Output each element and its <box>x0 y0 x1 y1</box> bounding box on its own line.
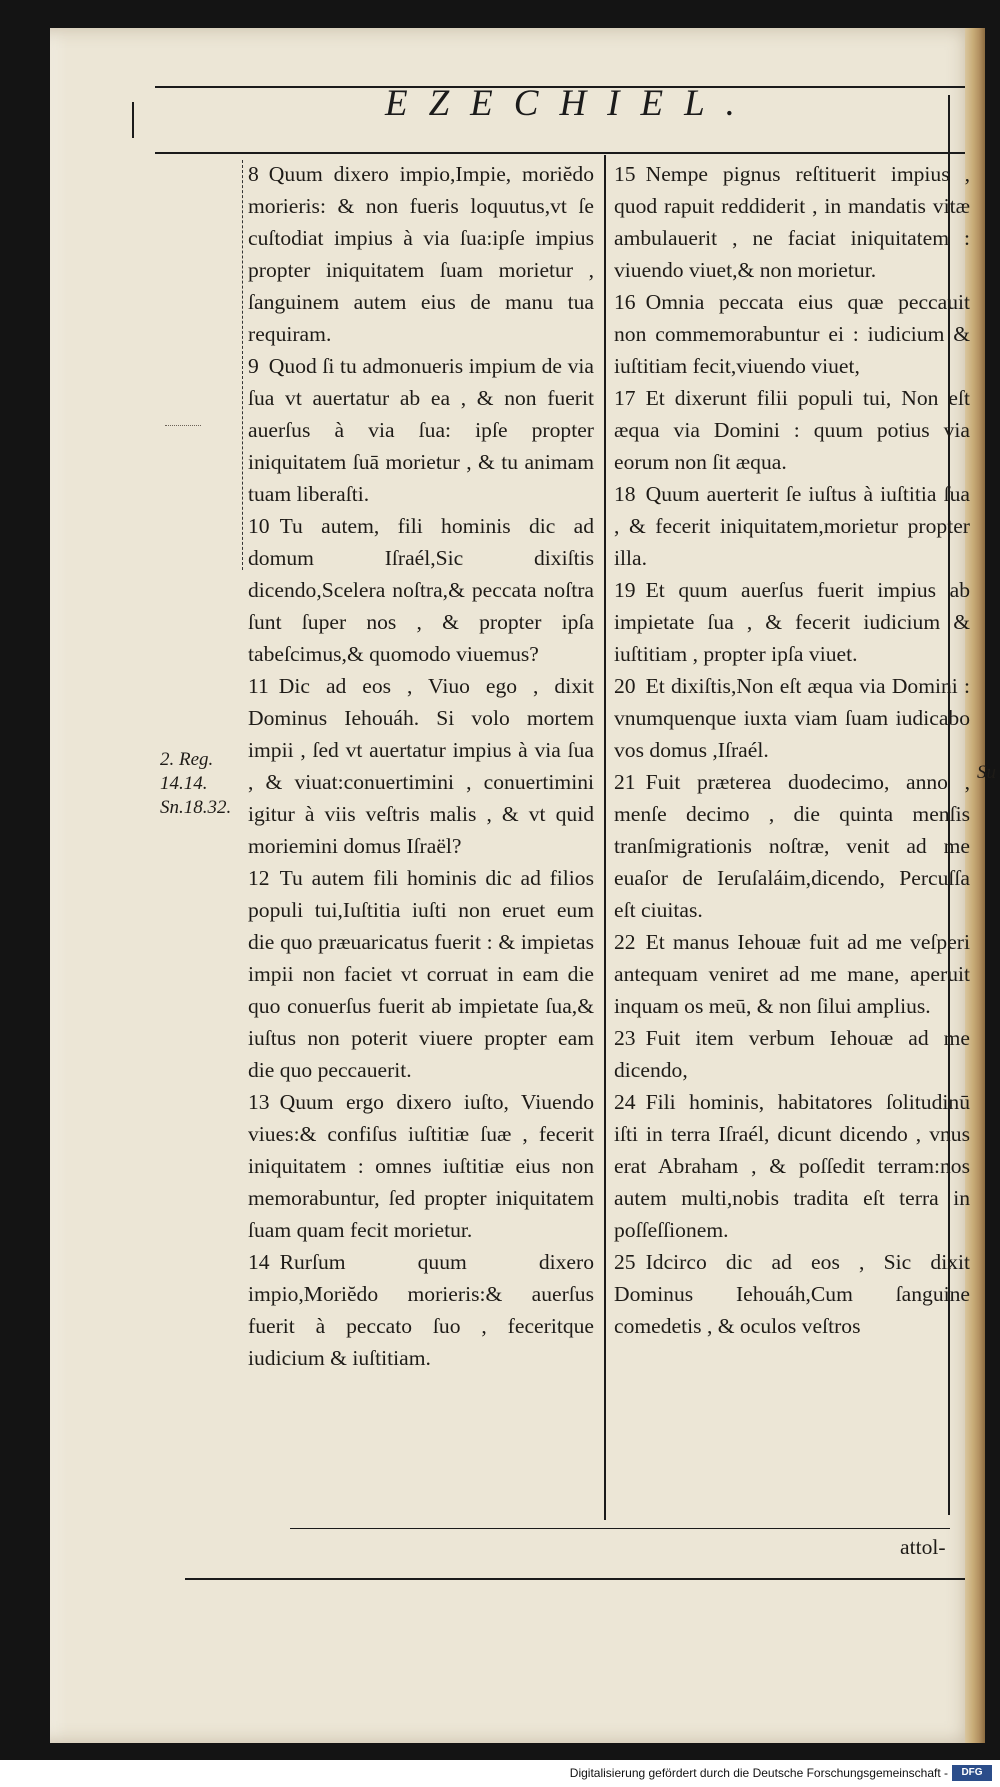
left-column-rule <box>242 160 244 570</box>
verse-number: 20 <box>614 674 636 698</box>
verse-text: Fuit præterea duodecimo, anno , menſe decimo , die quinta menſis tranſmigrationis noſtræ, venit ad me euaſor de Ieruſaláim,dicendo, Percuſſa eſt ciuitas. <box>614 770 970 922</box>
verse-13 <box>248 1086 594 1246</box>
verse-text: Idcirco dic ad eos , Sic dixit Dominus Iehouáh,Cum ſanguine comedetis , & oculos veſtros <box>614 1250 970 1338</box>
verse-8 <box>248 158 594 350</box>
verse-23 <box>614 1022 970 1086</box>
verse-number: 16 <box>614 290 636 314</box>
verse-number: 22 <box>614 930 636 954</box>
verse-12 <box>248 862 594 1086</box>
text-column-right <box>614 158 970 1342</box>
verse-number: 10 <box>248 514 270 538</box>
verse-number: 11 <box>248 674 269 698</box>
margin-reference-line: Sn.18.32. <box>160 797 232 818</box>
verse-19 <box>614 574 970 670</box>
verse-text: Et dixiſtis,Non eſt æqua via Domini : vnumquenque iuxta viam ſuam iudicabo vos domus ,Iſraél. <box>614 674 970 762</box>
margin-reference-line: 2. Reg. <box>160 749 214 770</box>
verse-number: 14 <box>248 1250 270 1274</box>
verse-number: 18 <box>614 482 636 506</box>
header-left-mark <box>132 102 134 138</box>
margin-reference-line: 14.14. <box>160 773 208 794</box>
verse-number: 25 <box>614 1250 636 1274</box>
verse-number: 15 <box>614 162 636 186</box>
verse-text: Nempe pignus reſtituerit impius , quod rapuit reddiderit , in mandatis vitæ ambulauerit , ne faciat iniquitatem : viuendo viuet,& non morietur. <box>614 162 970 282</box>
verse-text: Tu autem fili hominis dic ad filios populi tui,Iuſtitia iuſti non eruet eum die quo præuaricatus fuerit : & impietas impii non faciet vt corruat in eam die quo conuerſus fuerit ab impietate ſua,& iuſtus non poterit viuere propter eam die quo peccauerit. <box>248 866 594 1082</box>
verse-text: Fili hominis, habitatores ſolitudinū iſti in terra Iſraél, dicunt dicendo , vnus erat Abraham , & poſſedit terram:nos autem multi,nobis tradita eſt terra in poſſeſſionem. <box>614 1090 970 1242</box>
column-divider <box>604 155 606 1520</box>
verse-text: Quum dixero impio,Impie, moriĕdo morieris: & non fueris loquutus,vt ſe cuſtodiat impius à via ſua:ipſe impius propter iniquitatem ſuam morietur , ſanguinem autem eius de manu tua requiram. <box>248 162 594 346</box>
verse-text: Quum ergo dixero iuſto, Viuendo viues:& confiſus iuſtitiæ ſuæ , fecerit iniquitatem : omnes iuſtitiæ eius non memorabuntur, ſed propter iniquitatem ſuam quam fecit morietur. <box>248 1090 594 1242</box>
verse-number: 12 <box>248 866 270 890</box>
verse-16 <box>614 286 970 382</box>
margin-reference <box>160 748 250 820</box>
verse-18 <box>614 478 970 574</box>
verse-14 <box>248 1246 594 1374</box>
verse-20 <box>614 670 970 766</box>
verse-24 <box>614 1086 970 1246</box>
verse-22 <box>614 926 970 1022</box>
verse-text: Quod ſi tu admonueris impium de via ſua vt auertatur ab ea , & non fuerit auerſus à via ſua: ipſe propter iniquitatem ſuā morietur , & tu animam tuam liberaſti. <box>248 354 594 506</box>
verse-number: 21 <box>614 770 636 794</box>
verse-text: Omnia peccata eius quæ peccauit non commemorabuntur ei : iudicium & iuſtitiam fecit,viuendo viuet, <box>614 290 970 378</box>
digitization-footer <box>0 1760 1000 1787</box>
verse-text: Et dixerunt filii populi tui, Non eſt æqua via Domini : quum potius via eorum non ſit æqua. <box>614 386 970 474</box>
verse-text: Rurſum quum dixero impio,Moriĕdo morieris:& auerſus fuerit à peccato ſuo , feceritque iudicium & iuſtitiam. <box>248 1250 594 1370</box>
verse-text: Quum auerterit ſe iuſtus à iuſtitia ſua , & fecerit iniquitatem,morietur propter illa. <box>614 482 970 570</box>
verse-25 <box>614 1246 970 1342</box>
header-bottom-rule <box>155 152 965 154</box>
catchword: attol- <box>900 1535 946 1559</box>
scan-mark <box>165 425 201 432</box>
verse-number: 24 <box>614 1090 636 1114</box>
page-title: EZECHIEL. <box>385 83 756 124</box>
verse-10 <box>248 510 594 670</box>
verse-11 <box>248 670 594 862</box>
verse-21 <box>614 766 970 926</box>
verse-9 <box>248 350 594 510</box>
verse-number: 23 <box>614 1026 636 1050</box>
right-edge-note: Su <box>977 762 996 783</box>
verse-text: Dic ad eos , Viuo ego , dixit Dominus Iehouáh. Si volo mortem impii , ſed vt auertatur impius à via ſua , & viuat:conuertimini , conuertimini igitur à viis veſtris malis , & vt quid moriemini domus Iſraël? <box>248 674 594 858</box>
verse-number: 19 <box>614 578 636 602</box>
verse-text: Tu autem, fili hominis dic ad domum Iſraél,Sic dixiſtis dicendo,Scelera noſtra,& peccata noſtra ſunt ſuper nos , & propter ipſa tabeſcimus,& quomodo viuemus? <box>248 514 594 666</box>
bottom-rule-lower <box>185 1578 965 1580</box>
dfg-logo-icon: DFG <box>952 1765 992 1781</box>
footer-credit: Digitalisierung gefördert durch die Deutsche Forschungsgemeinschaft - <box>569 1766 948 1780</box>
verse-number: 17 <box>614 386 636 410</box>
text-column-left <box>248 158 594 1374</box>
verse-text: Fuit item verbum Iehouæ ad me dicendo, <box>614 1026 970 1082</box>
verse-17 <box>614 382 970 478</box>
verse-number: 8 <box>248 162 259 186</box>
verse-15 <box>614 158 970 286</box>
verse-text: Et manus Iehouæ fuit ad me veſperi antequam veniret ad me mane, aperuit inquam os meū, & non ſilui amplius. <box>614 930 970 1018</box>
bottom-rule-upper <box>290 1528 950 1529</box>
verse-text: Et quum auerſus fuerit impius ab impietate ſua , & fecerit iudicium & iuſtitiam , propter ipſa viuet. <box>614 578 970 666</box>
verse-number: 9 <box>248 354 259 378</box>
verse-number: 13 <box>248 1090 270 1114</box>
